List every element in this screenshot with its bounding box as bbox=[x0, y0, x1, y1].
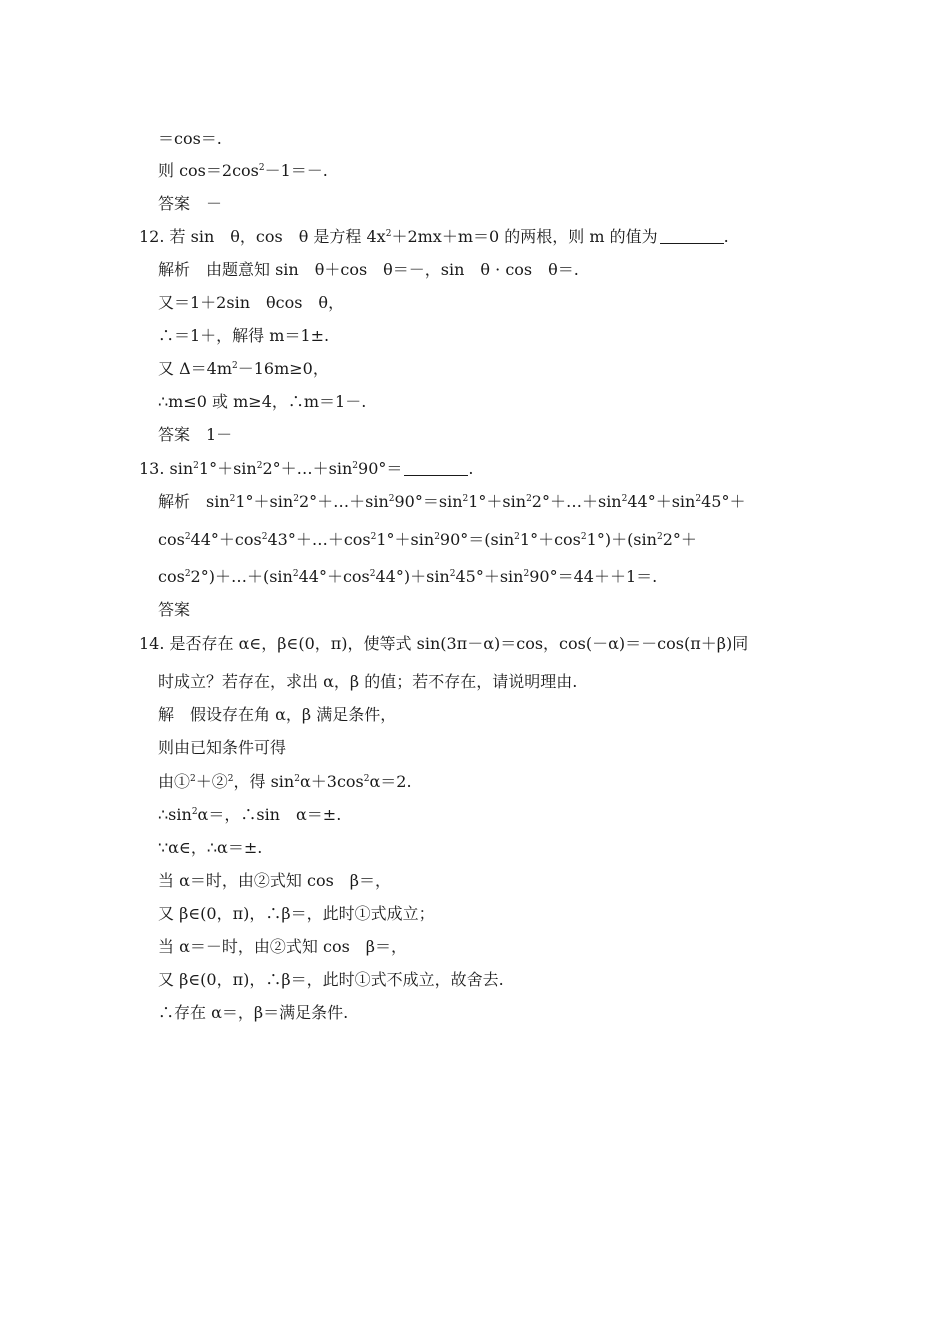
text-line bbox=[158, 1002, 348, 1024]
superscript: 2 bbox=[193, 461, 199, 471]
question-12 bbox=[139, 226, 729, 248]
text-line bbox=[158, 870, 391, 892]
text-line bbox=[158, 160, 328, 182]
text-line bbox=[158, 804, 341, 826]
superscript: 2 bbox=[526, 494, 532, 504]
text-line bbox=[158, 529, 697, 551]
text-span: 90°＝sin bbox=[394, 492, 463, 511]
text-line bbox=[158, 771, 412, 793]
text-span: 则 cos＝2cos bbox=[158, 161, 259, 180]
question-13 bbox=[139, 458, 474, 480]
text-span: ＋2mx＋m＝0 的两根，则 m 的值为 bbox=[391, 227, 658, 246]
superscript: 2 bbox=[232, 361, 238, 371]
superscript: 2 bbox=[363, 774, 370, 784]
superscript: 2 bbox=[191, 807, 198, 817]
text-line bbox=[158, 837, 262, 859]
superscript: 2 bbox=[352, 461, 359, 471]
text-span: ∴m≤0 或 m≥4，∴m＝1－. bbox=[158, 392, 367, 411]
text-span: ，得 sin bbox=[233, 772, 295, 791]
text-span: 1°＋sin bbox=[468, 492, 527, 511]
text-span: 44°＋sin bbox=[627, 492, 696, 511]
text-span: 又 β∈(0，π)，∴β＝，此时①式不成立，故舍去. bbox=[158, 970, 504, 989]
text-span: 1°＋sin bbox=[198, 459, 257, 478]
text-span: 1°＋cos bbox=[519, 530, 581, 549]
superscript: 2 bbox=[434, 532, 440, 542]
text-span: 由① bbox=[158, 772, 191, 791]
text-line bbox=[158, 325, 329, 347]
superscript: 2 bbox=[227, 774, 234, 784]
text-span: ∵α∈，∴α＝±. bbox=[158, 838, 263, 857]
text-span: 又＝1＋2sin θcos θ， bbox=[158, 293, 345, 312]
text-line bbox=[158, 903, 435, 925]
text-span: α＋3cos bbox=[299, 772, 364, 791]
text-span: 解析 sin bbox=[158, 492, 230, 511]
text-span: 解 假设存在角 α，β 满足条件， bbox=[158, 705, 397, 724]
text-span: . bbox=[723, 227, 729, 246]
text-span: 1°＋sin bbox=[235, 492, 294, 511]
superscript: 2 bbox=[656, 532, 663, 542]
text-span: 时成立？若存在，求出 α，β 的值；若不存在，请说明理由. bbox=[158, 672, 578, 691]
superscript: 2 bbox=[184, 569, 191, 579]
text-span: cos bbox=[158, 530, 185, 549]
superscript: 2 bbox=[292, 569, 299, 579]
text-span: ∴sin bbox=[158, 805, 192, 824]
superscript: 2 bbox=[256, 461, 263, 471]
text-span: 2°＋ bbox=[662, 530, 697, 549]
text-span: 13. sin bbox=[139, 459, 194, 478]
superscript: 2 bbox=[293, 494, 299, 504]
answer-blank bbox=[404, 461, 468, 476]
text-line bbox=[158, 128, 222, 150]
text-span: 44°＋cos bbox=[298, 567, 370, 586]
text-span: 又 β∈(0，π)，∴β＝，此时①式成立； bbox=[158, 904, 435, 923]
text-span: 答案 － bbox=[158, 194, 223, 213]
text-span: cos bbox=[158, 567, 185, 586]
text-span: 45°＋ bbox=[701, 492, 746, 511]
text-line bbox=[158, 391, 366, 413]
superscript: 2 bbox=[369, 569, 376, 579]
text-span: 当 α＝－时，由②式知 cos β＝， bbox=[158, 937, 408, 956]
text-span: ＋② bbox=[195, 772, 228, 791]
text-span: ∴＝1＋，解得 m＝1±. bbox=[158, 326, 330, 345]
superscript: 2 bbox=[370, 532, 377, 542]
superscript: 2 bbox=[229, 494, 236, 504]
text-span: 44°)＋sin bbox=[375, 567, 450, 586]
superscript: 2 bbox=[580, 532, 587, 542]
text-span: 当 α＝时，由②式知 cos β＝， bbox=[158, 871, 392, 890]
superscript: 2 bbox=[258, 163, 265, 173]
text-span: 43°＋…＋cos bbox=[267, 530, 371, 549]
text-span: ＝cos＝. bbox=[158, 129, 222, 148]
text-span: 90°＝(sin bbox=[439, 530, 515, 549]
text-span: 2°)＋…＋(sin bbox=[190, 567, 293, 586]
superscript: 2 bbox=[190, 774, 196, 784]
answer-line bbox=[158, 193, 222, 215]
text-span: －1＝－. bbox=[264, 161, 328, 180]
text-line bbox=[158, 936, 407, 958]
text-span: 90°＝ bbox=[358, 459, 403, 478]
text-span: 解析 由题意知 sin θ＋cos θ＝－，sin θ · cos θ＝. bbox=[158, 260, 579, 279]
text-span: 2°＋…＋sin bbox=[262, 459, 353, 478]
text-line bbox=[158, 671, 577, 693]
superscript: 2 bbox=[388, 494, 395, 504]
superscript: 2 bbox=[621, 494, 628, 504]
text-span: 44°＋cos bbox=[190, 530, 262, 549]
superscript: 2 bbox=[449, 569, 456, 579]
text-span: 45°＋sin bbox=[455, 567, 524, 586]
text-line bbox=[158, 737, 286, 759]
text-span: 90°＝44＋＋1＝. bbox=[529, 567, 658, 586]
superscript: 2 bbox=[514, 532, 520, 542]
text-span: 答案 bbox=[158, 600, 191, 619]
text-span: 2°＋…＋sin bbox=[298, 492, 389, 511]
superscript: 2 bbox=[385, 229, 392, 239]
text-span: 1°)＋(sin bbox=[586, 530, 657, 549]
superscript: 2 bbox=[261, 532, 268, 542]
superscript: 2 bbox=[294, 774, 300, 784]
superscript: 2 bbox=[462, 494, 469, 504]
text-span: －16m≥0， bbox=[237, 359, 329, 378]
text-line bbox=[158, 292, 344, 314]
text-line bbox=[158, 566, 657, 588]
text-line bbox=[158, 704, 396, 726]
answer-line bbox=[158, 424, 232, 446]
text-line bbox=[158, 259, 579, 281]
text-line bbox=[158, 491, 745, 513]
text-span: 则由已知条件可得 bbox=[158, 738, 287, 757]
text-span: 14. 是否存在 α∈，β∈(0，π)，使等式 sin(3π－α)＝cos，cos(－α)＝－cos(π＋β)同 bbox=[139, 634, 749, 653]
answer-blank bbox=[660, 229, 724, 244]
text-line bbox=[158, 358, 329, 380]
text-span: 2°＋…＋sin bbox=[531, 492, 622, 511]
text-span: α＝2. bbox=[369, 772, 412, 791]
text-span: 又 Δ＝4m bbox=[158, 359, 232, 378]
text-span: . bbox=[468, 459, 474, 478]
text-span: 答案 1－ bbox=[158, 425, 233, 444]
text-span: 1°＋sin bbox=[376, 530, 435, 549]
superscript: 2 bbox=[695, 494, 702, 504]
question-14 bbox=[139, 633, 748, 655]
text-span: ∴存在 α＝，β＝满足条件. bbox=[158, 1003, 349, 1022]
superscript: 2 bbox=[523, 569, 530, 579]
answer-line bbox=[158, 599, 190, 621]
text-line bbox=[158, 969, 504, 991]
text-span: α＝，∴sin α＝±. bbox=[197, 805, 342, 824]
superscript: 2 bbox=[184, 532, 191, 542]
text-span: 12. 若 sin θ，cos θ 是方程 4x bbox=[139, 227, 386, 246]
